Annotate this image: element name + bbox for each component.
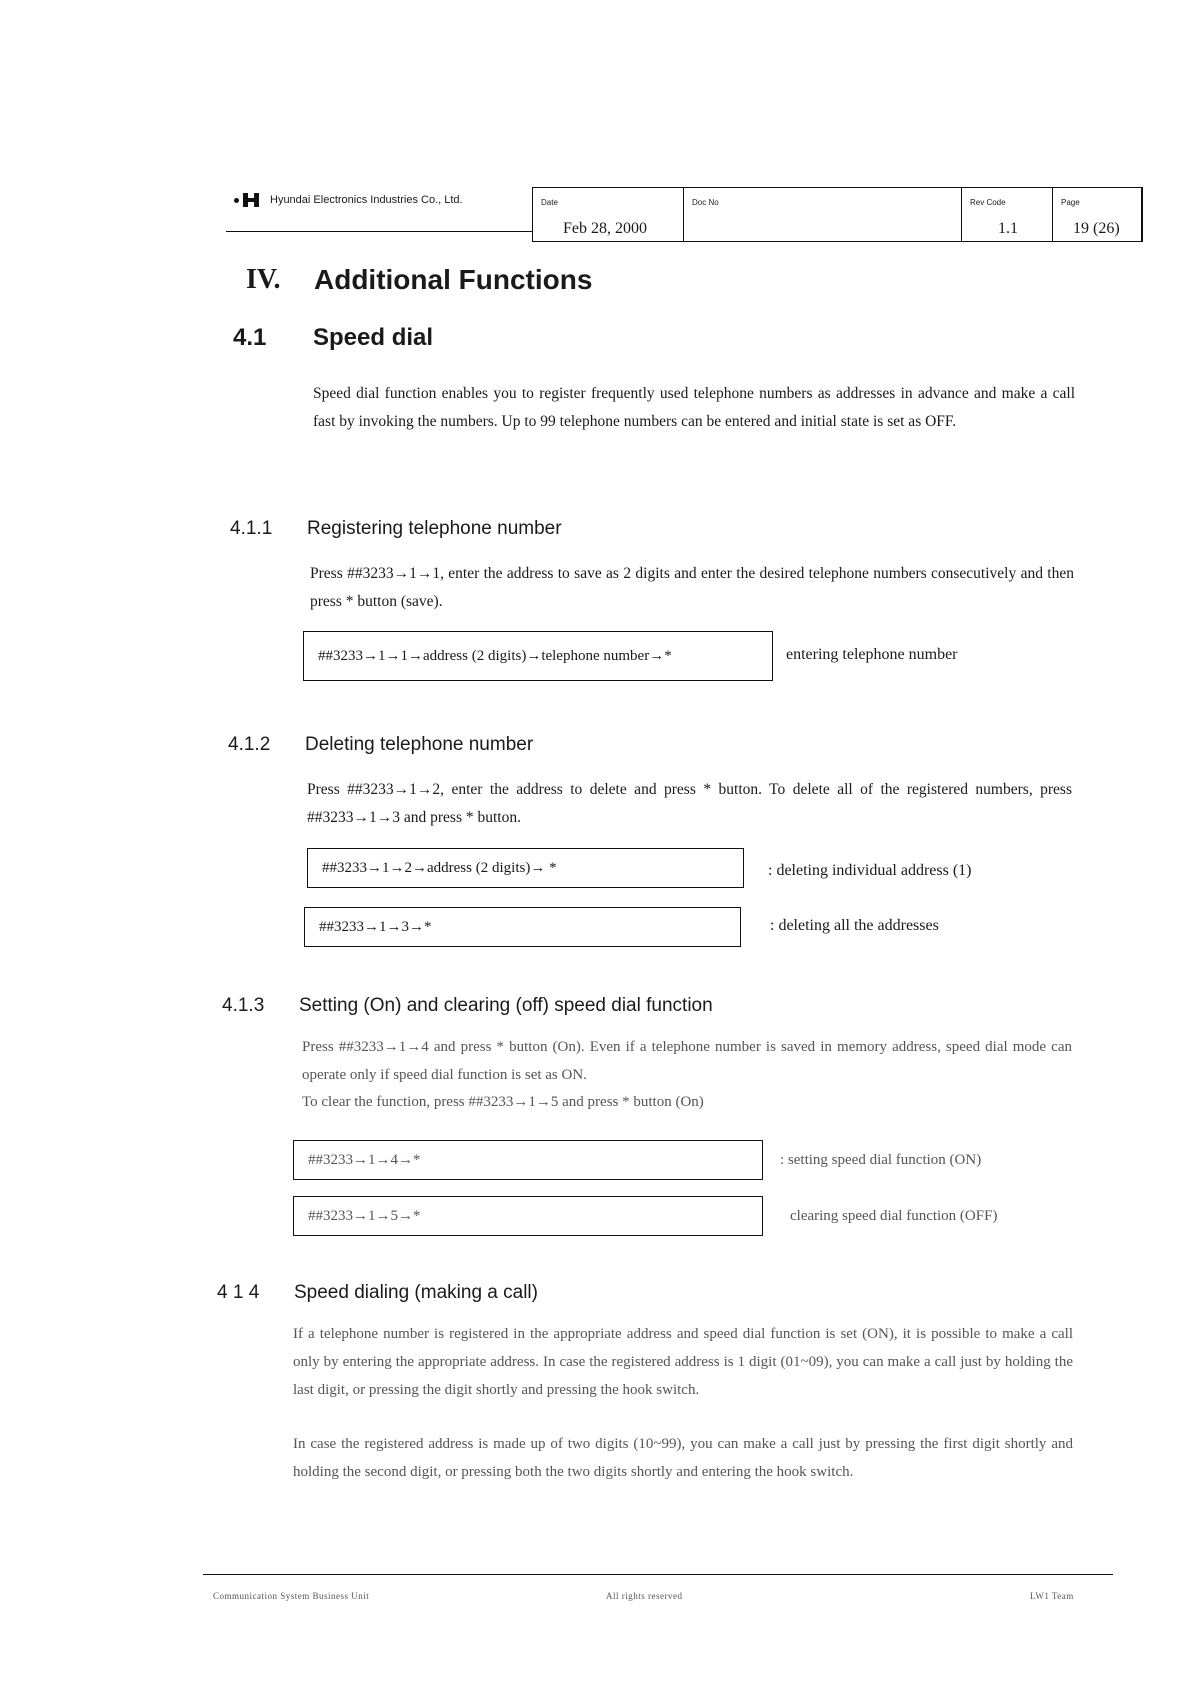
page-label: Page xyxy=(1061,198,1080,207)
chapter-number: IV. xyxy=(246,264,281,295)
code-box-register xyxy=(303,631,773,681)
doc-no-cell xyxy=(683,187,962,242)
code-clear-off: ##3233→1→5→* xyxy=(308,1207,421,1224)
doc-no-label: Doc No xyxy=(692,198,719,207)
subsection-414-number: 4 1 4 xyxy=(217,1282,260,1303)
code-set-on-desc: : setting speed dial function (ON) xyxy=(780,1152,982,1168)
code-box-delete-individual xyxy=(307,848,744,888)
section-number: 4.1 xyxy=(233,324,267,351)
subsection-411-title: Registering telephone number xyxy=(307,518,562,539)
rev-code-value: 1.1 xyxy=(998,220,1018,237)
subsection-413-text-1: Press ##3233→1→4 and press * button (On). Even if a telephone number is saved in memory address, speed dial mode can operate only if speed dial function is set as ON. xyxy=(302,1039,1072,1083)
code-box-clear-off xyxy=(293,1196,763,1236)
company-name: Hyundai Electronics Industries Co., Ltd. xyxy=(270,194,463,206)
subsection-411-heading xyxy=(230,518,562,540)
code-delete-individual-desc: : deleting individual address (1) xyxy=(768,862,972,879)
code-box-set-on xyxy=(293,1140,763,1180)
date-value: Feb 28, 2000 xyxy=(563,220,647,237)
footer-center: All rights reserved xyxy=(606,1591,683,1601)
code-register: ##3233→1→1→address (2 digits)→telephone number→* xyxy=(318,647,672,664)
hyundai-logo-icon xyxy=(242,191,260,209)
subsection-413-text-2: To clear the function, press ##3233→1→5 and press * button (On) xyxy=(302,1094,704,1110)
code-box-delete-all xyxy=(304,907,741,947)
chapter-title: Additional Functions xyxy=(314,264,593,295)
subsection-413-heading xyxy=(222,995,713,1017)
company-logo xyxy=(234,191,463,209)
code-delete-individual: ##3233→1→2→address (2 digits)→ * xyxy=(322,859,557,876)
subsection-412-number: 4.1.2 xyxy=(228,734,271,755)
chapter-heading xyxy=(246,264,592,296)
date-label: Date xyxy=(541,198,558,207)
subsection-411-text: Press ##3233→1→1, enter the address to save as 2 digits and enter the desired telephone numbers consecutively and then press * button (save). xyxy=(310,565,1074,610)
code-clear-off-desc: clearing speed dial function (OFF) xyxy=(790,1208,998,1224)
subsection-414-text-2: In case the registered address is made up of two digits (10~99), you can make a call just by pressing the first digit shortly and holding the second digit, or pressing both the two digits shortly and entering the hook switch. xyxy=(293,1436,1073,1480)
rev-code-label: Rev Code xyxy=(970,198,1006,207)
code-register-desc: entering telephone number xyxy=(786,646,958,663)
document-header xyxy=(226,183,1141,249)
section-heading xyxy=(233,324,433,352)
code-delete-all: ##3233→1→3→* xyxy=(319,918,432,935)
subsection-414-heading xyxy=(217,1282,538,1304)
subsection-413-title: Setting (On) and clearing (off) speed dial function xyxy=(299,995,713,1016)
subsection-414-title: Speed dialing (making a call) xyxy=(294,1282,538,1303)
section-intro: Speed dial function enables you to register frequently used telephone numbers as addresses in advance and make a call fast by invoking the numbers. Up to 99 telephone numbers can be entered and initial state is set as OFF. xyxy=(313,385,1075,430)
subsection-411-number: 4.1.1 xyxy=(230,518,273,539)
logo-dot-icon xyxy=(234,198,239,203)
footer-right: LW1 Team xyxy=(1030,1591,1074,1601)
subsection-412-text: Press ##3233→1→2, enter the address to delete and press * button. To delete all of the registered numbers, press ##3233→1→3 and press * button. xyxy=(307,781,1072,826)
subsection-412-title: Deleting telephone number xyxy=(305,734,534,755)
footer-left: Communication System Business Unit xyxy=(213,1591,370,1601)
header-underline xyxy=(226,231,532,232)
code-set-on: ##3233→1→4→* xyxy=(308,1151,421,1168)
subsection-412-heading xyxy=(228,734,533,756)
section-title: Speed dial xyxy=(313,324,434,351)
page-value: 19 (26) xyxy=(1073,220,1120,237)
subsection-414-text-1: If a telephone number is registered in the appropriate address and speed dial function is set (ON), it is possible to make a call only by entering the appropriate address. In case the registered address is 1 digit (01~09), you can make a call just by holding the last digit, or pressing the digit shortly and pressing the hook switch. xyxy=(293,1326,1073,1398)
date-cell xyxy=(532,187,684,242)
page-cell xyxy=(1052,187,1143,242)
code-delete-all-desc: : deleting all the addresses xyxy=(770,917,939,934)
rev-code-cell xyxy=(961,187,1053,242)
subsection-413-number: 4.1.3 xyxy=(222,995,265,1016)
footer-rule xyxy=(203,1574,1113,1575)
